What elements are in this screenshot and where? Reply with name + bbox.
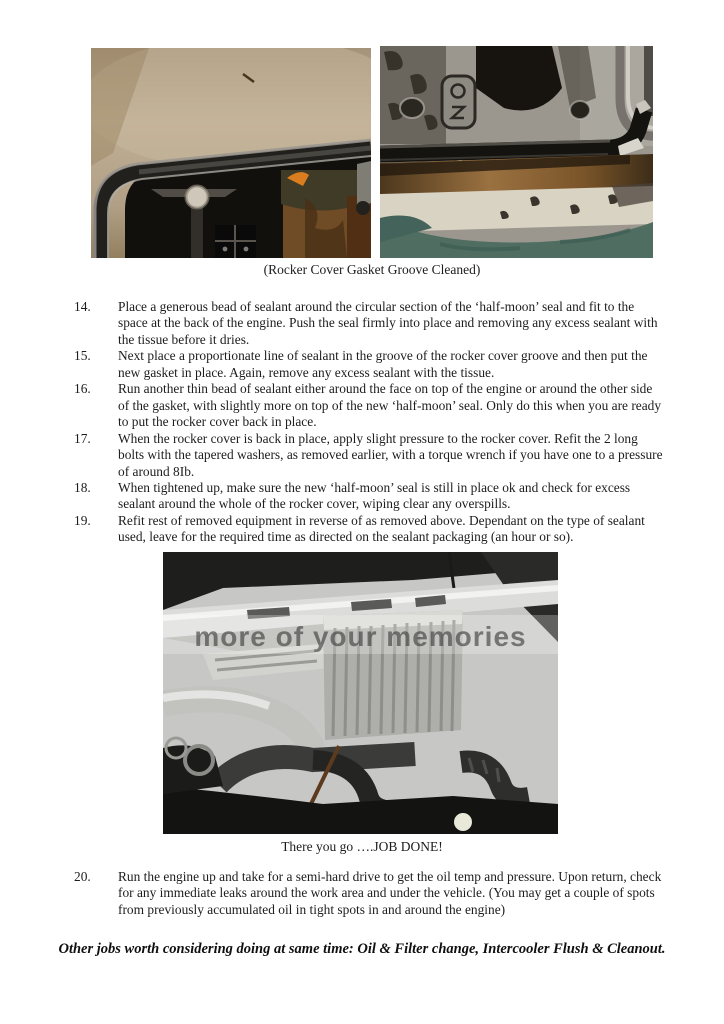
step-item-18 [74, 480, 674, 513]
step-item-17 [74, 431, 674, 480]
step-number: 20. [74, 869, 91, 884]
engine-photo-caption: There you go ….JOB DONE! [281, 839, 443, 854]
rocker-cover-groove-photo [380, 46, 653, 258]
rocker-cover-groove-illustration [380, 46, 653, 258]
step-item-20 [74, 869, 674, 918]
step-number: 14. [74, 299, 91, 314]
step-number: 15. [74, 348, 91, 364]
engine-bay-illustration [163, 552, 558, 834]
step-text: Refit rest of removed equipment in reverse of as removed above. Dependant on the type of sealant used, leave for the required time as directed on the sealant packaging (an hour or so). [118, 512, 645, 545]
rocker-cover-underside-illustration [91, 48, 371, 258]
step-text: When tightened up, make sure the new ‘half-moon’ seal is still in place ok and check for excess sealant around the whole of the rocker cover, wiping clear any overspills. [118, 479, 631, 512]
footer-note: Other jobs worth considering doing at same time: Oil & Filter change, Intercooler Flush & Cleanout. [58, 941, 666, 957]
step-number: 18. [74, 479, 91, 495]
step-item-16 [74, 381, 674, 430]
instruction-steps [74, 299, 674, 546]
step-number: 16. [74, 381, 91, 397]
step-item-15 [74, 348, 674, 381]
step-item-19 [74, 513, 674, 546]
rocker-cover-underside-photo [91, 48, 371, 258]
final-step [74, 869, 674, 918]
watermark-text: more of your memories [194, 621, 527, 652]
step-text: Place a generous bead of sealant around the circular section of the ‘half-moon’ seal and fit to the space at the back of the engine. Push the seal firmly into place and removing any excess sealant with the tissue before it dries. [118, 299, 658, 347]
step-number: 19. [74, 512, 91, 528]
step-text: Next place a proportionate line of sealant in the groove of the rocker cover groove and then put the new gasket in place. Again, remove any excess sealant with the tissue. [118, 348, 648, 380]
step-number: 17. [74, 430, 91, 446]
step-item-14 [74, 299, 674, 348]
step-text: When the rocker cover is back in place, apply slight pressure to the rocker cover. Refit the 2 long bolts with the tapered washers, as removed earlier, with a torque wrench if you have one to a pressure of around 8Ib. [118, 430, 663, 479]
step-text: Run the engine up and take for a semi-hard drive to get the oil temp and pressure. Upon return, check for any immediate leaks around the work area and under the vehicle. (You may get a couple of spots from previously accumulated oil in tight spots in and around the engine) [118, 869, 662, 917]
engine-bay-photo [163, 552, 558, 834]
top-photos-caption: (Rocker Cover Gasket Groove Cleaned) [263, 262, 481, 277]
step-text: Run another thin bead of sealant either around the face on top of the engine or around the other side of the gasket, with slightly more on top of the new ‘half-moon’ seal. Only do this when you are ready to put the rocker cover back in place. [118, 381, 662, 430]
